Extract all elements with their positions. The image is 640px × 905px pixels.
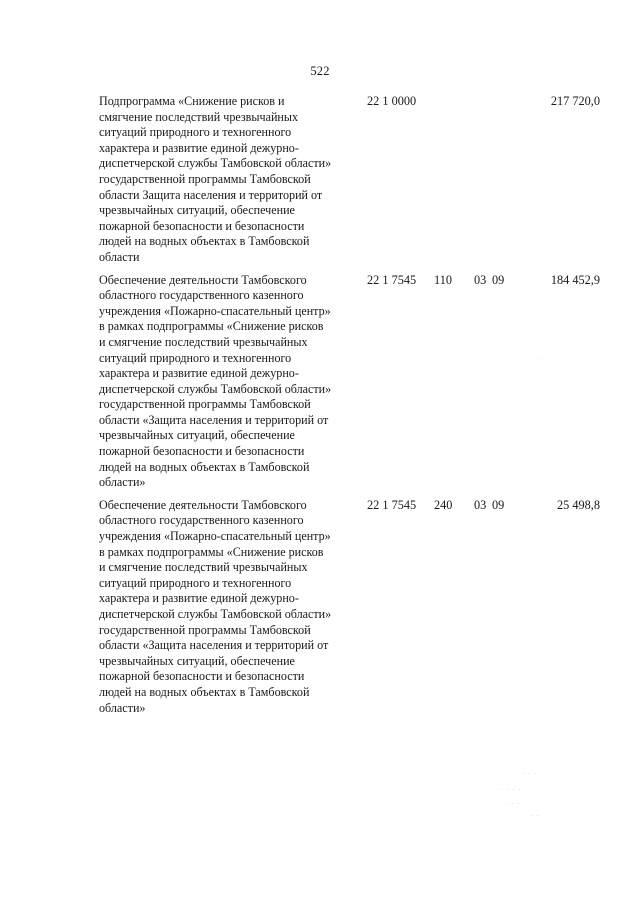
description-line: пожарной безопасности и безопасности	[99, 669, 305, 684]
section-code: 03	[474, 497, 487, 512]
table-row	[0, 94, 640, 266]
scan-speck: · · ·	[522, 770, 538, 778]
description-line: диспетчерской службы Тамбовской области»	[99, 381, 332, 396]
expense-type-code: 240	[434, 497, 453, 512]
description-line: чрезвычайных ситуаций, обеспечение	[99, 428, 295, 443]
description-line: пожарной безопасности и безопасности	[99, 444, 305, 459]
description-line: области «Защита населения и территорий от	[99, 638, 329, 653]
description-line: людей на водных объектах в Тамбовской	[99, 684, 310, 699]
description-line: области»	[99, 700, 146, 715]
description-line: характера и развитие единой дежурно-	[99, 140, 299, 155]
description-line: характера и развитие единой дежурно-	[99, 366, 299, 381]
description-line: в рамках подпрограммы «Снижение рисков	[99, 319, 324, 334]
row-description	[99, 94, 361, 266]
target-article-code: 22 1 7545	[367, 497, 417, 512]
row-description	[99, 273, 361, 491]
description-line: Подпрограмма «Снижение рисков и	[99, 94, 285, 108]
description-line: учреждения «Пожарно-спасательный центр»	[99, 303, 331, 318]
expense-type-code: 110	[434, 272, 452, 287]
target-article-code: 22 1 0000	[367, 94, 417, 108]
description-line: в рамках подпрограммы «Снижение рисков	[99, 544, 324, 559]
description-line: чрезвычайных ситуаций, обеспечение	[99, 203, 295, 218]
description-line: и смягчение последствий чрезвычайных	[99, 334, 308, 349]
subsection-code: 09	[492, 272, 505, 287]
subsection-code: 09	[492, 497, 505, 512]
description-line: чрезвычайных ситуаций, обеспечение	[99, 653, 295, 668]
description-line: пожарной безопасности и безопасности	[99, 218, 305, 233]
description-line: людей на водных объектах в Тамбовской	[99, 234, 310, 249]
table-row	[0, 273, 640, 491]
description-line: Обеспечение деятельности Тамбовского	[99, 497, 307, 512]
description-line: диспетчерской службы Тамбовской области»	[99, 156, 332, 171]
description-line: государственной программы Тамбовской	[99, 397, 311, 412]
scan-speck: ·	[540, 355, 544, 363]
description-line: ситуаций природного и техногенного	[99, 350, 292, 365]
scan-speck: · ·	[530, 812, 540, 820]
description-line: области»	[99, 475, 146, 490]
description-line: области «Защита населения и территорий от	[99, 412, 329, 427]
description-line: людей на водных объектах в Тамбовской	[99, 459, 310, 474]
description-line: смягчение последствий чрезвычайных	[99, 109, 299, 124]
description-line: характера и развитие единой дежурно-	[99, 591, 299, 606]
page-number: 522	[310, 64, 330, 78]
amount: 217 720,0	[550, 94, 600, 108]
description-line: ситуаций природного и техногенного	[99, 575, 292, 590]
description-line: области	[99, 249, 140, 264]
budget-table	[0, 94, 640, 723]
description-line: государственной программы Тамбовской	[99, 622, 311, 637]
section-code: 03	[474, 272, 487, 287]
scan-speck: · · · ·	[500, 786, 522, 794]
description-line: диспетчерской службы Тамбовской области»	[99, 607, 332, 621]
description-line: учреждения «Пожарно-спасательный центр»	[99, 529, 331, 544]
description-line: Обеспечение деятельности Тамбовского	[99, 272, 307, 287]
target-article-code: 22 1 7545	[367, 272, 417, 287]
amount: 25 498,8	[556, 497, 600, 512]
description-line: областного государственного казенного	[99, 513, 304, 528]
description-line: ситуаций природного и техногенного	[99, 125, 292, 140]
amount: 184 452,9	[550, 272, 600, 287]
scan-speck: · · ·	[505, 800, 521, 808]
row-description	[99, 498, 361, 716]
description-line: областного государственного казенного	[99, 288, 304, 303]
table-row	[0, 498, 640, 716]
description-line: и смягчение последствий чрезвычайных	[99, 560, 308, 575]
description-line: области Защита населения и территорий от	[99, 187, 323, 202]
description-line: государственной программы Тамбовской	[99, 171, 311, 186]
